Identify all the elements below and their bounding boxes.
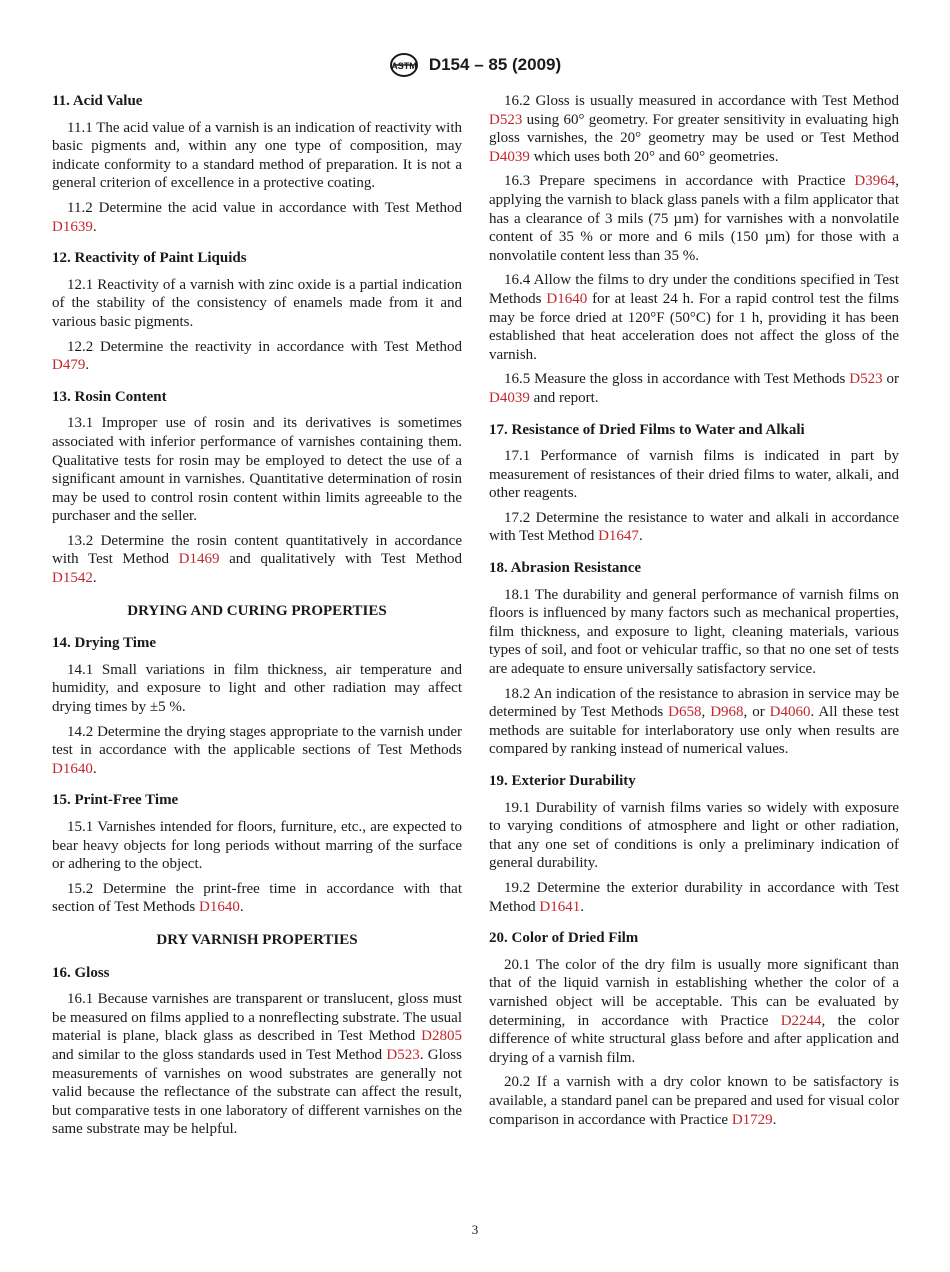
reference-link[interactable]: D523	[849, 371, 883, 388]
paragraph: 16.3 Prepare specimens in accordance with Practice D3964, applying the varnish to black glass panels with a film applicator that has a clearance of 3 mils (75 µm) for varnishes with a nonvolatile content of 35 % or more and 6 mils (150 µm) for those with a nonvolatile content less than 35 %.	[489, 173, 899, 264]
section-19	[489, 772, 899, 916]
section-13	[52, 388, 462, 588]
section-title: 18. Abrasion Resistance	[489, 560, 642, 577]
paragraph: 18.2 An indication of the resistance to abrasion in service may be determined by Test Methods D658, D968, or D4060. All these test methods are suitable for interlaboratory use only when results are compared by ranking instead of numerical values.	[489, 685, 899, 758]
reference-link[interactable]: D4060	[769, 704, 811, 721]
reference-link[interactable]: D523	[386, 1046, 420, 1063]
paragraph: 19.1 Durability of varnish films varies so widely with exposure to varying conditions of atmosphere and light or other radiation, that any one set of conditions is only a preliminary indication of general durability.	[489, 799, 899, 872]
group-heading: DRY VARNISH PROPERTIES	[156, 931, 358, 948]
page-number: 3	[471, 1222, 479, 1237]
paragraph: 19.2 Determine the exterior durability in accordance with Test Method D1641.	[489, 879, 899, 915]
paragraph: 20.1 The color of the dry film is usually more significant than that of the liquid varnish in establishing whether the color of a varnished object will be acceptable. This can be evaluated by determining, in accordance with Practice D2244, the color difference of white structural glass before and after application and drying of a varnish film.	[489, 956, 899, 1066]
section-11	[52, 92, 462, 236]
reference-link[interactable]: D3964	[854, 173, 896, 190]
reference-link[interactable]: D1639	[52, 218, 93, 235]
paragraph: 15.2 Determine the print-free time in accordance with that section of Test Methods D1640.	[52, 880, 462, 916]
section-16	[52, 964, 462, 1139]
paragraph: 13.2 Determine the rosin content quantitatively in accordance with Test Method D1469 and qualitatively with Test Method D1542.	[52, 532, 462, 587]
document-designation: D154 – 85 (2009)	[428, 55, 562, 74]
section-15	[52, 791, 462, 917]
section-title: 13. Rosin Content	[52, 388, 167, 405]
reference-link[interactable]: D2244	[780, 1012, 822, 1029]
paragraph: 12.1 Reactivity of a varnish with zinc oxide is a partial indication of the stability of the consistency of enamels made from it and various basic pigments.	[52, 276, 462, 330]
reference-link[interactable]: D1469	[178, 551, 220, 568]
reference-link[interactable]: D1542	[52, 570, 93, 587]
paragraph: 18.1 The durability and general performance of varnish films on floors is influenced by many factors such as mechanical properties, film thickness, and exposure to light, cleaning materials, various types of soil, and foot or vehicular traffic, so that no one set of tests are adequate to ensure universally satisfactory service.	[489, 586, 899, 678]
paragraph: 16.5 Measure the gloss in accordance with Test Methods D523 or D4039 and report.	[489, 371, 900, 406]
section-20	[489, 929, 899, 1129]
reference-link[interactable]: D1647	[598, 528, 639, 545]
section-title: 12. Reactivity of Paint Liquids	[52, 250, 247, 267]
section-title: 14. Drying Time	[52, 635, 157, 652]
reference-link[interactable]: D1640	[199, 899, 240, 916]
section-title: 17. Resistance of Dried Films to Water and Alkali	[489, 421, 805, 438]
reference-link[interactable]: D479	[52, 357, 86, 374]
paragraph: 11.2 Determine the acid value in accordance with Test Method D1639.	[52, 199, 462, 235]
section-title: 19. Exterior Durability	[489, 773, 636, 789]
reference-link[interactable]: D2805	[421, 1028, 462, 1045]
svg-text:ASTM: ASTM	[391, 61, 417, 71]
section-title: 11. Acid Value	[52, 93, 143, 109]
paragraph: 20.2 If a varnish with a dry color known to be satisfactory is available, a standard panel can be prepared and used for visual color comparison in accordance with Practice D1729.	[489, 1074, 899, 1128]
section-12	[52, 249, 462, 375]
group-heading: DRYING AND CURING PROPERTIES	[127, 602, 387, 619]
section-18	[489, 559, 899, 759]
right-column	[489, 92, 899, 1142]
paragraph: 15.1 Varnishes intended for floors, furniture, etc., are expected to bear heavy objects for long periods without marring of the surface or adhering to the object.	[52, 819, 462, 873]
reference-link[interactable]: D4039	[489, 389, 530, 406]
paragraph: 13.1 Improper use of rosin and its derivatives is sometimes associated with inferior performance of varnishes containing them. Qualitative tests for rosin may be employed to detect the use of a significant amount in varnishes. Quantitative determination of rosin may be used to control rosin content within limits agreeable to the purchaser and the seller.	[52, 415, 462, 525]
paragraph: 12.2 Determine the reactivity in accordance with Test Method D479.	[52, 338, 462, 374]
section-title: 15. Print-Free Time	[52, 792, 179, 809]
paragraph: 17.2 Determine the resistance to water and alkali in accordance with Test Method D1647.	[489, 509, 899, 545]
paragraph: 16.2 Gloss is usually measured in accordance with Test Method D523 using 60° geometry. For greater sensitivity in evaluating high gloss varnishes, the 20° geometry may be used or Test Method D4039 which uses both 20° and 60° geometries.	[489, 93, 899, 165]
paragraph: 17.1 Performance of varnish films is indicated in part by measurement of resistances of their dried films to water, alkali, and other reagents.	[489, 448, 899, 502]
section-16-continued	[489, 92, 899, 408]
left-column	[52, 92, 462, 1152]
reference-link[interactable]: D968	[710, 704, 744, 721]
section-title: 16. Gloss	[52, 964, 110, 981]
paragraph: 16.4 Allow the films to dry under the conditions specified in Test Methods D1640 for at least 24 h. For a rapid control test the films may be force dried at 120°F (50°C) for 1 h, providing it has been established that heat acceleration does not affect the gloss of the varnish.	[489, 272, 900, 363]
paragraph: 14.1 Small variations in film thickness, air temperature and humidity, and exposure to light and other radiation may affect drying times by ±5 %.	[52, 661, 462, 716]
reference-link[interactable]: D1640	[52, 760, 93, 777]
reference-link[interactable]: D1641	[539, 898, 581, 915]
reference-link[interactable]: D523	[489, 111, 523, 128]
section-14	[52, 634, 462, 778]
astm-logo-icon	[389, 52, 419, 78]
reference-link[interactable]: D1729	[731, 1111, 773, 1128]
paragraph: 11.1 The acid value of a varnish is an indication of reactivity with basic pigments and, within any one type of composition, may indicate conformity to a standard method of preparation. It is not a general criterion of excellence in a protective coating.	[52, 119, 462, 192]
reference-link[interactable]: D1640	[546, 290, 588, 307]
reference-link[interactable]: D658	[668, 704, 702, 721]
paragraph: 16.1 Because varnishes are transparent or translucent, gloss must be measured on films applied to a nonreflecting substrate. The usual material is plane, black glass as described in Test Method D2805 and similar to the gloss standards used in Test Method D523. Gloss measurements of varnishes on wood substrates are generally not valid because the reflectance of the substrate can affect the result, but comparative tests in one laboratory of different varnishes on the same substrate may be helpful.	[52, 991, 462, 1138]
section-17	[489, 421, 899, 547]
page-header	[0, 52, 950, 78]
paragraph: 14.2 Determine the drying stages appropriate to the varnish under test in accordance with the applicable sections of Test Methods D1640.	[52, 723, 462, 777]
reference-link[interactable]: D4039	[489, 148, 530, 165]
section-title: 20. Color of Dried Film	[489, 930, 639, 947]
